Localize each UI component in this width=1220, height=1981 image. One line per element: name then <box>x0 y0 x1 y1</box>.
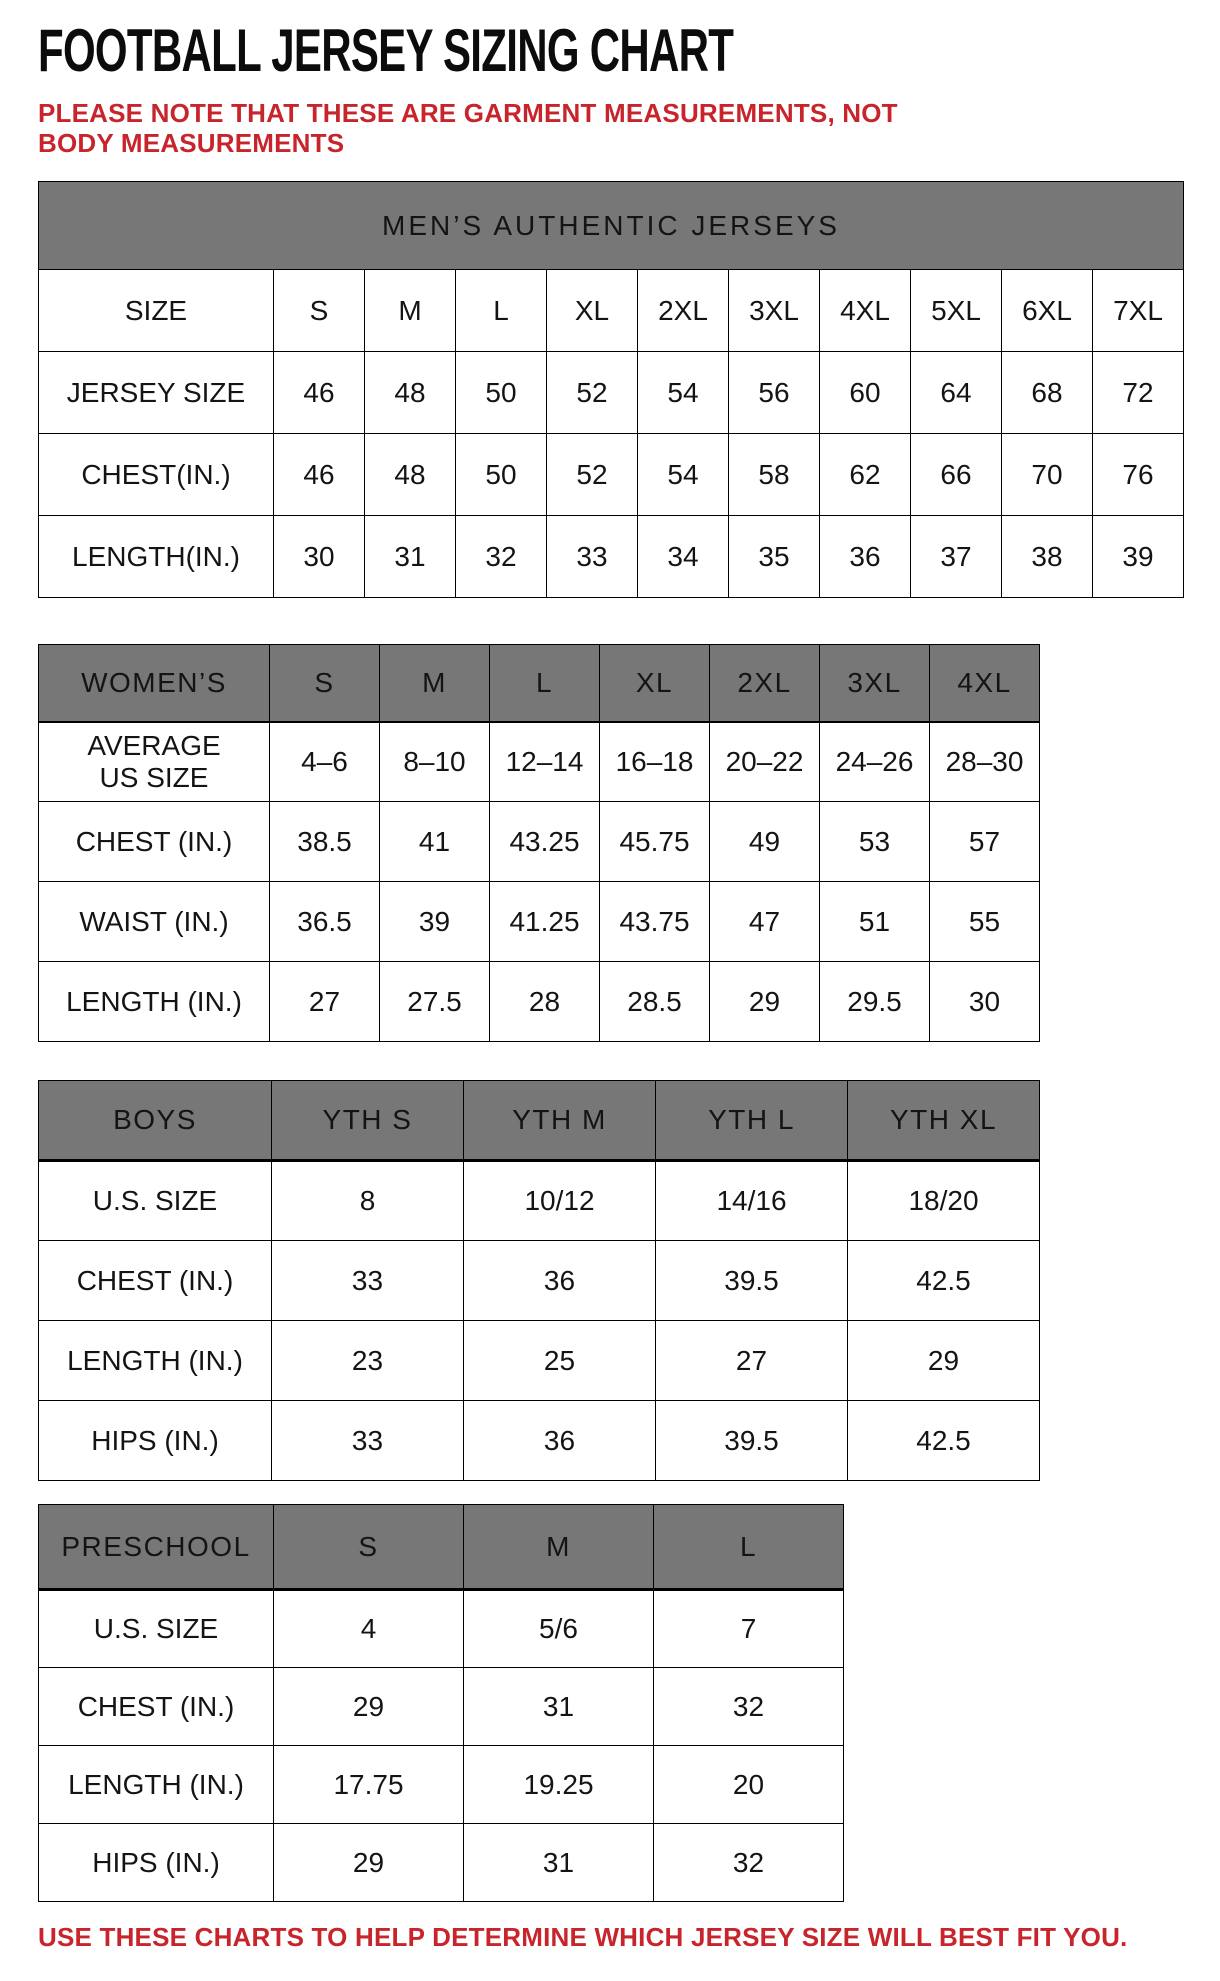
value-cell: 68 <box>1002 352 1093 434</box>
value-cell: 42.5 <box>848 1401 1040 1481</box>
value-cell: 27 <box>270 962 380 1042</box>
value-cell: 32 <box>456 516 547 598</box>
table-row <box>39 1401 1040 1481</box>
row-label: LENGTH (IN.) <box>39 1321 272 1401</box>
size-header-cell: M <box>380 645 490 722</box>
value-cell: 28.5 <box>600 962 710 1042</box>
value-cell: 60 <box>820 352 911 434</box>
value-cell: 66 <box>911 434 1002 516</box>
row-label: LENGTH(IN.) <box>39 516 274 598</box>
row-label: SIZE <box>39 270 274 352</box>
value-cell: 49 <box>710 802 820 882</box>
value-cell: 18/20 <box>848 1161 1040 1241</box>
value-cell: M <box>365 270 456 352</box>
value-cell: 24–26 <box>820 722 930 802</box>
value-cell: 31 <box>365 516 456 598</box>
row-label: JERSEY SIZE <box>39 352 274 434</box>
table-header-row <box>39 1505 844 1590</box>
row-label-text: AVERAGE US SIZE <box>87 729 221 794</box>
row-label: HIPS (IN.) <box>39 1401 272 1481</box>
size-header-cell: 2XL <box>710 645 820 722</box>
value-cell: 37 <box>911 516 1002 598</box>
value-cell: 72 <box>1093 352 1184 434</box>
value-cell: 4XL <box>820 270 911 352</box>
value-cell: 36.5 <box>270 882 380 962</box>
value-cell: 20–22 <box>710 722 820 802</box>
value-cell: 33 <box>272 1241 464 1321</box>
table-row <box>39 270 1184 352</box>
value-cell: 39.5 <box>656 1401 848 1481</box>
value-cell: 33 <box>272 1401 464 1481</box>
value-cell: 8 <box>272 1161 464 1241</box>
value-cell: 36 <box>464 1401 656 1481</box>
value-cell: 14/16 <box>656 1161 848 1241</box>
value-cell: 70 <box>1002 434 1093 516</box>
value-cell: 25 <box>464 1321 656 1401</box>
value-cell: 41.25 <box>490 882 600 962</box>
size-header-cell: S <box>274 1505 464 1590</box>
value-cell: 19.25 <box>464 1746 654 1824</box>
value-cell: 57 <box>930 802 1040 882</box>
value-cell: 55 <box>930 882 1040 962</box>
value-cell: 30 <box>930 962 1040 1042</box>
value-cell: 4–6 <box>270 722 380 802</box>
womens-sizing-table <box>38 644 1040 1042</box>
value-cell: 48 <box>365 434 456 516</box>
value-cell: 29 <box>710 962 820 1042</box>
table-row <box>39 1668 844 1746</box>
value-cell: 39 <box>380 882 490 962</box>
value-cell: 30 <box>274 516 365 598</box>
table-row <box>39 722 1040 802</box>
size-header-cell: YTH M <box>464 1081 656 1161</box>
table-row <box>39 434 1184 516</box>
value-cell: S <box>274 270 365 352</box>
row-label: CHEST(IN.) <box>39 434 274 516</box>
table-header-row <box>39 645 1040 722</box>
value-cell: 36 <box>464 1241 656 1321</box>
table-title-cell: PRESCHOOL <box>39 1505 274 1590</box>
value-cell: 38.5 <box>270 802 380 882</box>
value-cell: 29 <box>848 1321 1040 1401</box>
value-cell: 39 <box>1093 516 1184 598</box>
row-label: U.S. SIZE <box>39 1161 272 1241</box>
value-cell: 32 <box>654 1824 844 1902</box>
table-row <box>39 516 1184 598</box>
value-cell: 42.5 <box>848 1241 1040 1321</box>
value-cell: 52 <box>547 434 638 516</box>
table-row <box>39 1321 1040 1401</box>
row-label: LENGTH (IN.) <box>39 1746 274 1824</box>
value-cell: 8–10 <box>380 722 490 802</box>
row-label: U.S. SIZE <box>39 1590 274 1668</box>
row-label: CHEST (IN.) <box>39 1668 274 1746</box>
value-cell: 50 <box>456 352 547 434</box>
mens-authentic-jerseys-table <box>38 181 1184 598</box>
size-header-cell: YTH L <box>656 1081 848 1161</box>
table-title-cell: BOYS <box>39 1081 272 1161</box>
value-cell: 2XL <box>638 270 729 352</box>
value-cell: 4 <box>274 1590 464 1668</box>
value-cell: 54 <box>638 434 729 516</box>
mens-table-title: MEN’S AUTHENTIC JERSEYS <box>39 182 1184 270</box>
page-title: FOOTBALL JERSEY SIZING CHART <box>38 17 734 84</box>
row-label: CHEST (IN.) <box>39 802 270 882</box>
value-cell: 48 <box>365 352 456 434</box>
value-cell: 53 <box>820 802 930 882</box>
value-cell: 34 <box>638 516 729 598</box>
value-cell: 5XL <box>911 270 1002 352</box>
value-cell: 46 <box>274 352 365 434</box>
value-cell: 32 <box>654 1668 844 1746</box>
table-row <box>39 1241 1040 1321</box>
value-cell: 31 <box>464 1668 654 1746</box>
value-cell: 5/6 <box>464 1590 654 1668</box>
fit-advice-note: USE THESE CHARTS TO HELP DETERMINE WHICH JERSEY SIZE WILL BEST FIT YOU. <box>38 1922 1128 1953</box>
value-cell: 29 <box>274 1668 464 1746</box>
row-label: LENGTH (IN.) <box>39 962 270 1042</box>
row-label <box>39 722 270 802</box>
table-row <box>39 1824 844 1902</box>
value-cell: 28–30 <box>930 722 1040 802</box>
garment-measurements-note: PLEASE NOTE THAT THESE ARE GARMENT MEASUREMENTS, NOT BODY MEASUREMENTS <box>38 98 898 159</box>
size-header-cell: YTH XL <box>848 1081 1040 1161</box>
value-cell: 39.5 <box>656 1241 848 1321</box>
value-cell: 7XL <box>1093 270 1184 352</box>
value-cell: 47 <box>710 882 820 962</box>
value-cell: L <box>456 270 547 352</box>
value-cell: XL <box>547 270 638 352</box>
value-cell: 27.5 <box>380 962 490 1042</box>
value-cell: 7 <box>654 1590 844 1668</box>
value-cell: 50 <box>456 434 547 516</box>
value-cell: 36 <box>820 516 911 598</box>
value-cell: 58 <box>729 434 820 516</box>
table-row <box>39 1161 1040 1241</box>
table-row <box>39 182 1184 270</box>
table-row <box>39 352 1184 434</box>
value-cell: 3XL <box>729 270 820 352</box>
row-label: CHEST (IN.) <box>39 1241 272 1321</box>
boys-sizing-table <box>38 1080 1040 1481</box>
size-header-cell: L <box>654 1505 844 1590</box>
table-row <box>39 962 1040 1042</box>
table-title-cell: WOMEN’S <box>39 645 270 722</box>
value-cell: 38 <box>1002 516 1093 598</box>
value-cell: 12–14 <box>490 722 600 802</box>
value-cell: 29.5 <box>820 962 930 1042</box>
value-cell: 76 <box>1093 434 1184 516</box>
size-header-cell: L <box>490 645 600 722</box>
value-cell: 16–18 <box>600 722 710 802</box>
size-header-cell: S <box>270 645 380 722</box>
value-cell: 20 <box>654 1746 844 1824</box>
table-row <box>39 1590 844 1668</box>
table-row <box>39 1746 844 1824</box>
value-cell: 64 <box>911 352 1002 434</box>
value-cell: 6XL <box>1002 270 1093 352</box>
value-cell: 33 <box>547 516 638 598</box>
value-cell: 28 <box>490 962 600 1042</box>
value-cell: 31 <box>464 1824 654 1902</box>
value-cell: 46 <box>274 434 365 516</box>
size-header-cell: YTH S <box>272 1081 464 1161</box>
value-cell: 43.25 <box>490 802 600 882</box>
value-cell: 54 <box>638 352 729 434</box>
value-cell: 56 <box>729 352 820 434</box>
value-cell: 35 <box>729 516 820 598</box>
value-cell: 51 <box>820 882 930 962</box>
value-cell: 27 <box>656 1321 848 1401</box>
size-header-cell: M <box>464 1505 654 1590</box>
value-cell: 29 <box>274 1824 464 1902</box>
row-label: HIPS (IN.) <box>39 1824 274 1902</box>
table-row <box>39 882 1040 962</box>
preschool-sizing-table <box>38 1504 844 1902</box>
value-cell: 10/12 <box>464 1161 656 1241</box>
size-header-cell: 3XL <box>820 645 930 722</box>
value-cell: 17.75 <box>274 1746 464 1824</box>
value-cell: 41 <box>380 802 490 882</box>
size-header-cell: XL <box>600 645 710 722</box>
value-cell: 43.75 <box>600 882 710 962</box>
table-row <box>39 802 1040 882</box>
size-header-cell: 4XL <box>930 645 1040 722</box>
table-header-row <box>39 1081 1040 1161</box>
value-cell: 45.75 <box>600 802 710 882</box>
value-cell: 62 <box>820 434 911 516</box>
value-cell: 23 <box>272 1321 464 1401</box>
value-cell: 52 <box>547 352 638 434</box>
row-label: WAIST (IN.) <box>39 882 270 962</box>
